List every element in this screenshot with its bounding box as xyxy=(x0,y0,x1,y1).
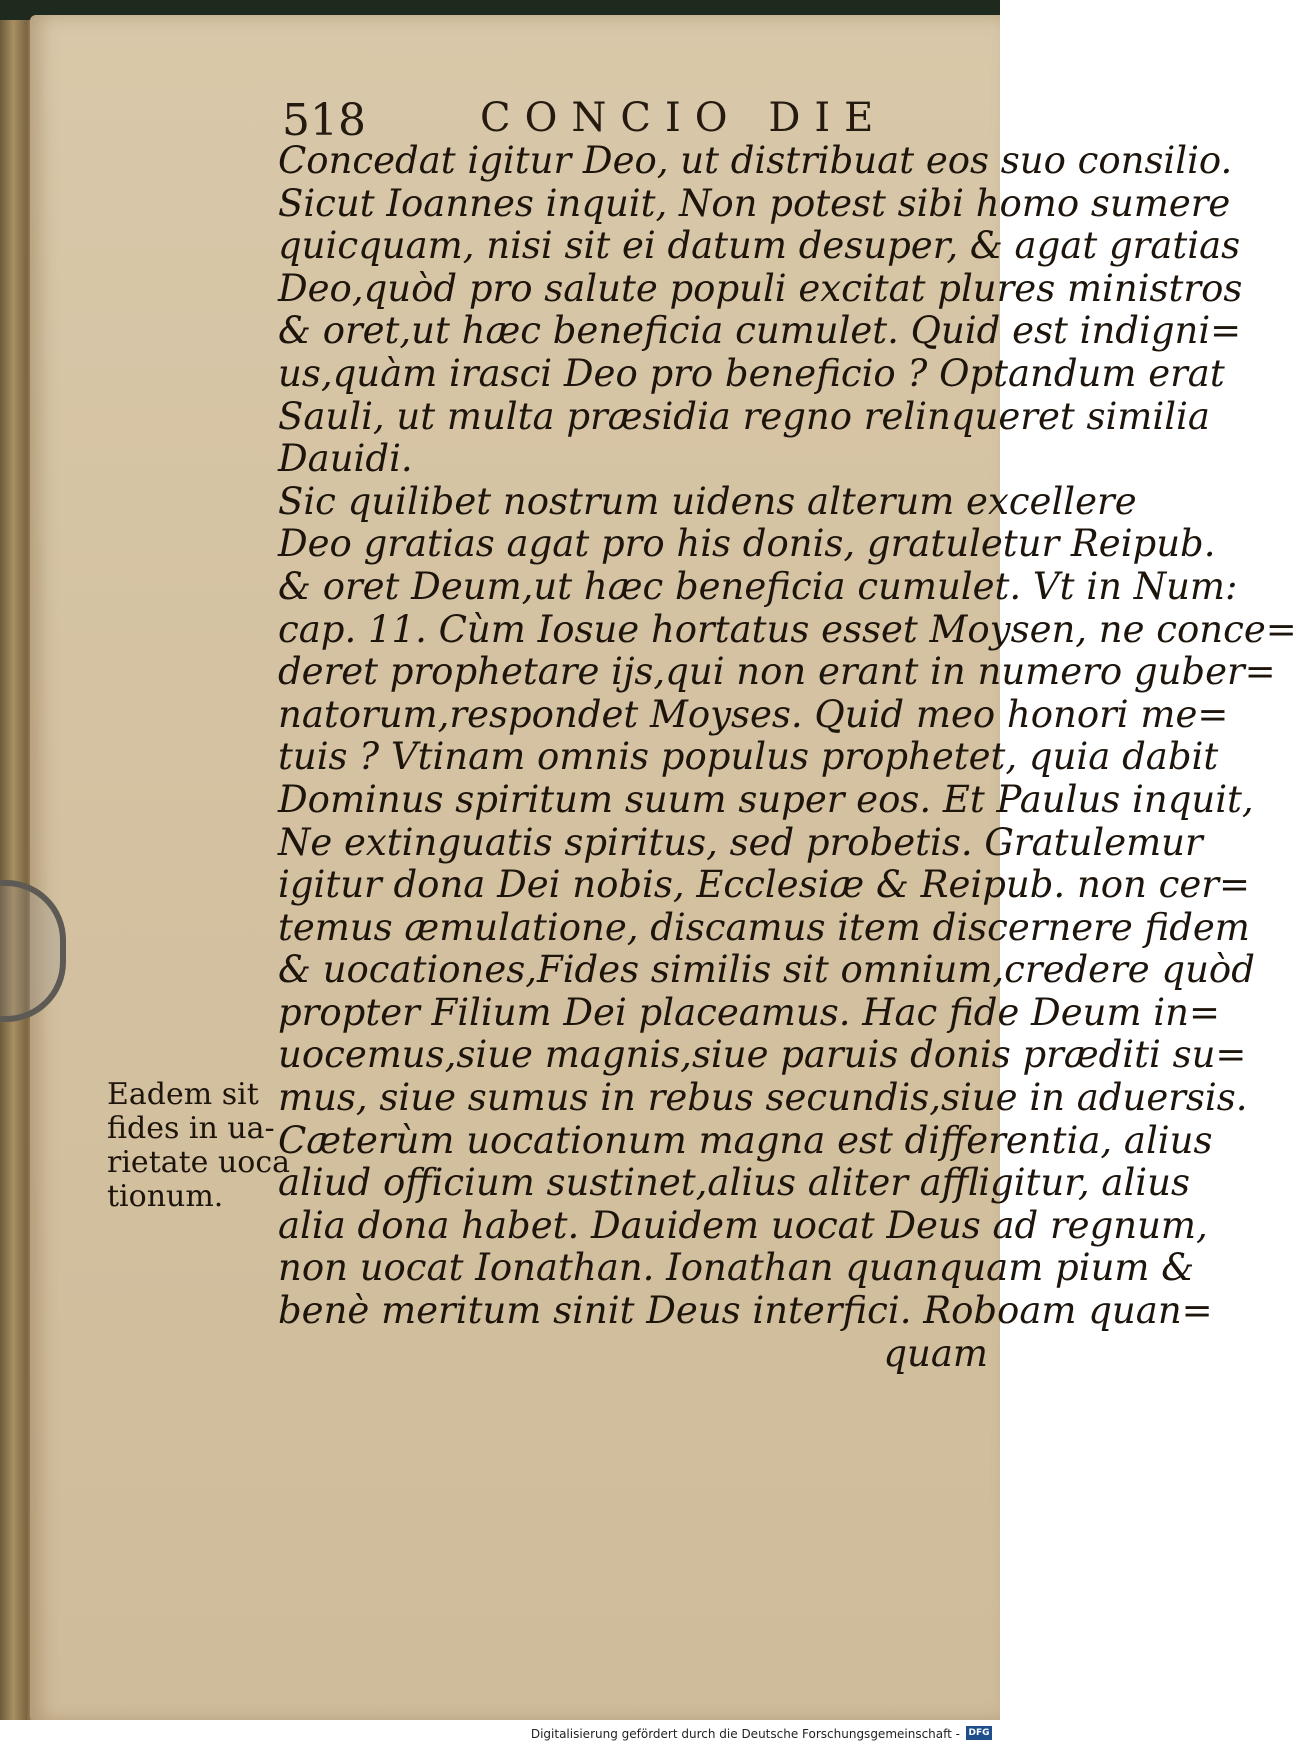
text-line: Dauidi. xyxy=(278,437,413,481)
margin-note-line: Eadem sit xyxy=(107,1077,259,1112)
text-line: mus, siue sumus in rebus secundis,siue in aduersis. xyxy=(278,1076,1248,1120)
text-line: Dominus spiritum suum super eos. Et Paulus inquit, xyxy=(278,777,1254,821)
text-line: quicquam, nisi sit ei datum desuper, & agat gratias xyxy=(278,224,1241,268)
text-line: Cæterùm uocationum magna est differentia, alius xyxy=(278,1118,1213,1162)
text-line: us,quàm irasci Deo pro beneficio ? Optandum erat xyxy=(278,351,1225,395)
text-line: alia dona habet. Dauidem uocat Deus ad regnum, xyxy=(278,1203,1208,1247)
dfg-logo: DFG xyxy=(966,1726,992,1740)
margin-note-line: fides in ua- xyxy=(107,1111,275,1146)
text-line: uocemus,siue magnis,siue paruis donis præditi su= xyxy=(278,1033,1247,1077)
body-text xyxy=(278,139,1297,1375)
text-line: natorum,respondet Moyses. Quid meo honori me= xyxy=(278,692,1229,736)
text-line: & oret Deum,ut hæc beneficia cumulet. Vt in Num: xyxy=(278,564,1238,608)
margin-note-line: tionum. xyxy=(107,1179,224,1214)
text-line: benè meritum sinit Deus interfici. Roboam quan= xyxy=(278,1289,1213,1333)
margin-note-line: rietate uoca xyxy=(107,1145,291,1180)
page-number: 518 xyxy=(282,95,366,146)
text-line: Sic quilibet nostrum uidens alterum excellere xyxy=(278,479,1137,523)
text-line: aliud officium sustinet,alius aliter affligitur, alius xyxy=(278,1161,1190,1205)
running-head: CONCIO DIE xyxy=(480,95,888,141)
digitization-credit: Digitalisierung gefördert durch die Deutsche Forschungsgemeinschaft - xyxy=(530,1727,960,1741)
text-line: tuis ? Vtinam omnis populus prophetet, quia dabit xyxy=(278,735,1219,779)
text-line: propter Filium Dei placeamus. Hac fide Deum in= xyxy=(278,990,1220,1034)
text-line: & oret,ut hæc beneficia cumulet. Quid est indigni= xyxy=(278,309,1242,353)
text-line: igitur dona Dei nobis, Ecclesiæ & Reipub. non cer= xyxy=(278,863,1250,907)
text-line: deret prophetare ijs,qui non erant in numero guber= xyxy=(278,650,1276,694)
text-line: Sauli, ut multa præsidia regno relinqueret similia xyxy=(278,394,1210,438)
text-line: Deo gratias agat pro his donis, gratuletur Reipub. xyxy=(278,522,1216,566)
text-line: quam xyxy=(883,1331,988,1375)
text-line: Ne extinguatis spiritus, sed probetis. Gratulemur xyxy=(278,820,1203,864)
text-line: Concedat igitur Deo, ut distribuat eos suo consilio. xyxy=(278,139,1233,182)
text-line: & uocationes,Fides similis sit omnium,credere quòd xyxy=(278,948,1255,992)
text-line: cap. 11. Cùm Iosue hortatus esset Moysen, ne conce= xyxy=(278,607,1297,651)
text-line: temus æmulatione, discamus item discernere fidem xyxy=(278,905,1250,949)
margin-note xyxy=(107,1077,291,1214)
text-line: Sicut Ioannes inquit, Non potest sibi homo sumere xyxy=(278,181,1231,225)
text-line: Deo,quòd pro salute populi excitat plures ministros xyxy=(278,266,1243,310)
text-line: non uocat Ionathan. Ionathan quanquam pium & xyxy=(278,1246,1195,1290)
